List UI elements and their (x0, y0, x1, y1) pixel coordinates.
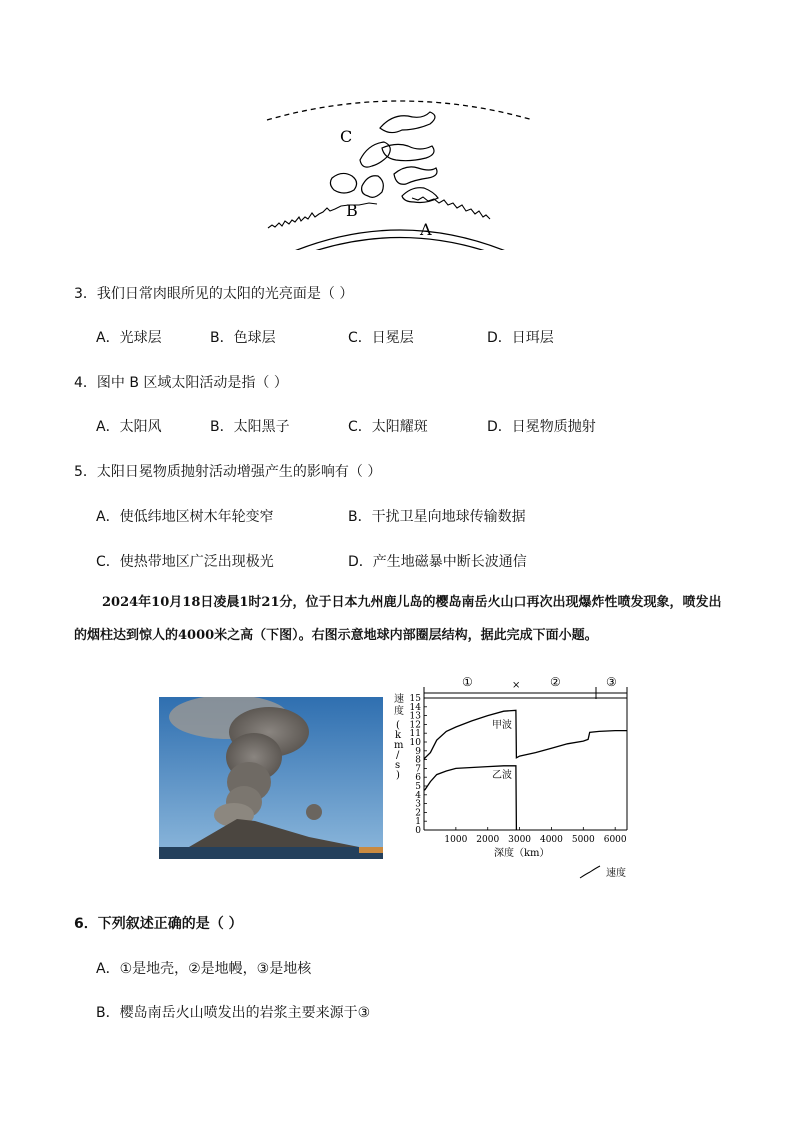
x-tick-label: 1000 (444, 835, 468, 845)
question-3-option-d: D．日珥层 (487, 330, 554, 346)
question-6-option-a: A．①是地壳，②是地幔，③是地核 (96, 961, 312, 977)
y-tick-label: 0 (415, 826, 421, 836)
label-b: B (346, 201, 358, 220)
legend-line (580, 866, 600, 878)
layer-label-1: ① (462, 675, 473, 689)
y-tick-label: 2 (415, 808, 421, 819)
y-tick-label: 1 (415, 817, 421, 828)
prominence-shape (330, 112, 438, 203)
sun-surface-arc-outer (278, 230, 522, 250)
question-3-option-b: B．色球层 (210, 330, 276, 346)
svg-text:m: m (394, 740, 404, 751)
question-4-option-b: B．太阳黑子 (210, 419, 290, 435)
y-tick-label: 10 (409, 738, 421, 748)
y-tick-label: 7 (415, 764, 421, 775)
y-tick-label: 6 (415, 773, 421, 784)
layer-boundary-mark: × (512, 680, 521, 691)
y-axis-label (394, 692, 404, 781)
svg-text:): ) (396, 770, 400, 781)
y-tick-label: 14 (409, 702, 421, 713)
y-tick-label: 13 (409, 711, 421, 722)
label-a: A (420, 220, 432, 239)
y-tick-label: 15 (409, 694, 421, 704)
label-c: C (340, 127, 353, 146)
question-4-option-a: A．太阳风 (96, 419, 162, 435)
question-6-stem: 6．下列叙述正确的是（ ） (74, 916, 243, 932)
question-6-option-b: B．樱岛南岳火山喷发出的岩浆主要来源于③ (96, 1005, 371, 1021)
sun-structure-figure (262, 100, 538, 250)
svg-text:k: k (395, 730, 402, 741)
svg-text:度: 度 (394, 706, 404, 717)
x-tick-label: 4000 (539, 835, 563, 845)
layer-bracket (424, 687, 627, 699)
corona-dashed-arc (267, 101, 533, 120)
wave-b-label: 乙波 (492, 770, 512, 781)
x-axis-label: 深度（km） (494, 848, 550, 859)
seismic-wave-chart (390, 672, 640, 884)
y-tick-label: 3 (415, 799, 421, 810)
volcano-photo (159, 697, 383, 859)
svg-text:速: 速 (394, 694, 404, 705)
wave-a-label: 甲波 (492, 720, 512, 731)
x-tick-label: 5000 (571, 835, 595, 845)
question-5-option-d: D．产生地磁暴中断长波通信 (348, 554, 527, 570)
svg-text:s: s (395, 760, 401, 771)
x-tick-label: 2000 (476, 835, 500, 845)
wave-a-line (424, 710, 627, 759)
svg-text:(: ( (396, 720, 400, 731)
y-tick-label: 5 (415, 782, 421, 792)
question-5-option-b: B．干扰卫星向地球传输数据 (348, 509, 526, 525)
legend-label: 速度 (606, 868, 626, 879)
chromosphere-spicules (268, 197, 490, 228)
question-3-option-c: C．日冕层 (348, 330, 414, 346)
x-tick-label: 3000 (508, 835, 532, 845)
question-5-stem: 5．太阳日冕物质抛射活动增强产生的影响有（ ） (74, 464, 382, 480)
y-tick-label: 11 (409, 729, 421, 740)
x-tick-label: 6000 (603, 835, 627, 845)
question-5-option-c: C．使热带地区广泛出现极光 (96, 554, 274, 570)
question-4-option-c: C．太阳耀斑 (348, 419, 428, 435)
question-3-option-a: A．光球层 (96, 330, 162, 346)
question-5-option-a: A．使低纬地区树木年轮变窄 (96, 509, 274, 525)
y-tick-label: 12 (409, 720, 421, 731)
svg-text:/: / (396, 750, 400, 761)
question-4-option-d: D．日冕物质抛射 (487, 419, 596, 435)
y-tick-label: 4 (415, 790, 421, 801)
y-tick-label: 9 (415, 746, 421, 757)
layer-label-3: ③ (606, 675, 617, 689)
question-3-stem: 3．我们日常肉眼所见的太阳的光亮面是（ ） (74, 286, 354, 302)
y-tick-label: 8 (415, 755, 421, 766)
passage-intro: 2024年10月18日凌晨1时21分，位于日本九州鹿儿岛的樱岛南岳火山口再次出现爆炸性喷发现象，喷发出的烟柱达到惊人的4000米之高（下图）。右图示意地球内部圈层结构，据此完成下面小题。 (74, 595, 722, 643)
question-4-stem: 4．图中 B 区域太阳活动是指（ ） (74, 375, 288, 391)
layer-label-2: ② (550, 675, 561, 689)
